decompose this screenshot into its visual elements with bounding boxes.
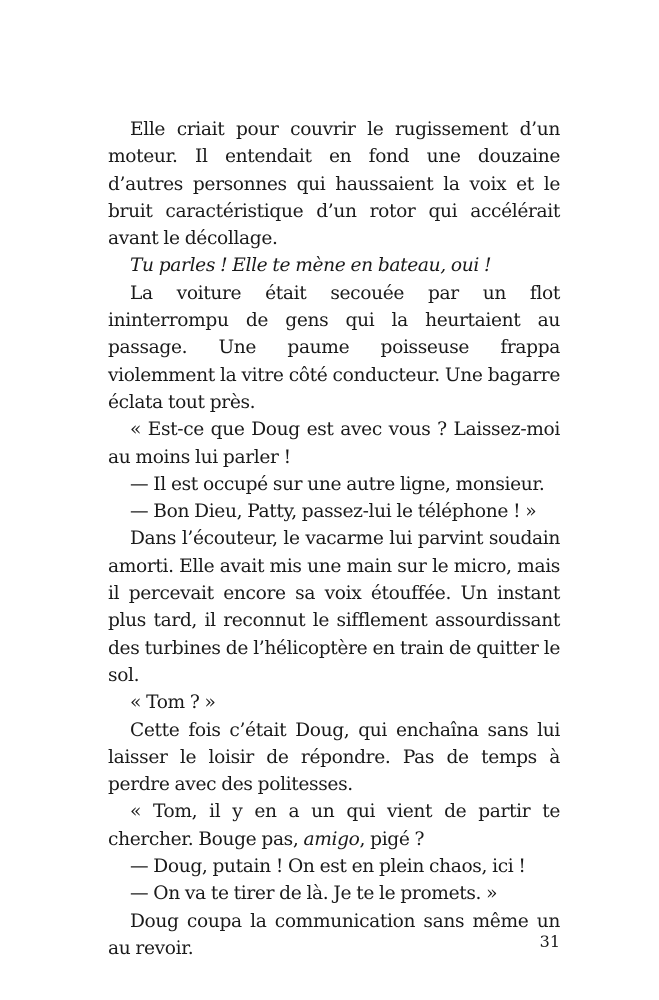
- paragraph-1: [108, 116, 560, 252]
- paragraph-2: [108, 252, 560, 279]
- paragraph-11: [108, 853, 560, 880]
- paragraph-12: [108, 880, 560, 907]
- paragraph-13-text: Doug coupa la communication sans même un au revoir.: [108, 910, 560, 959]
- paragraph-8-text: « Tom ? »: [130, 692, 216, 714]
- page-number: 31: [539, 932, 560, 951]
- paragraph-9: [108, 717, 560, 799]
- paragraph-3-text: La voiture était secouée par un flot ininterrompu de gens qui la heurtaient au passage. Une paume poisseuse frappa violemment la vitre côté conducteur. Une bagarre éclata tout près.: [108, 282, 560, 413]
- paragraph-8: [108, 689, 560, 716]
- paragraph-4: [108, 416, 560, 471]
- paragraph-10-text-end: , pigé ?: [359, 828, 425, 850]
- paragraph-10-italic-word: amigo: [303, 828, 360, 850]
- paragraph-6: [108, 498, 560, 525]
- paragraph-6-text: — Bon Dieu, Patty, passez-lui le téléphone ! »: [130, 501, 537, 523]
- paragraph-9-text: Cette fois c’était Doug, qui enchaîna sans lui laisser le loisir de répondre. Pas de temps à perdre avec des politesses.: [108, 719, 560, 796]
- paragraph-7: [108, 525, 560, 689]
- paragraph-11-text: — Doug, putain ! On est en plein chaos, ici !: [130, 856, 526, 878]
- paragraph-7-text: Dans l’écouteur, le vacarme lui parvint soudain amorti. Elle avait mis une main sur le micro, mais il percevait encore sa voix étouffée. Un instant plus tard, il reconnut le sifflement assourdissant des turbines de l’hélicoptère en train de quitter le sol.: [108, 528, 560, 686]
- body-text: [108, 116, 560, 962]
- paragraph-4-text: « Est-ce que Doug est avec vous ? Laissez-moi au moins lui parler !: [108, 419, 560, 468]
- paragraph-5: [108, 471, 560, 498]
- paragraph-12-text: — On va te tirer de là. Je te le promets. »: [130, 883, 498, 905]
- paragraph-10: [108, 798, 560, 853]
- paragraph-3: [108, 280, 560, 416]
- paragraph-1-text: Elle criait pour couvrir le rugissement d’un moteur. Il entendait en fond une douzaine d’autres personnes qui haussaient la voix et le bruit caractéristique d’un rotor qui accélérait avant le décollage.: [108, 119, 560, 250]
- paragraph-13: [108, 908, 560, 963]
- paragraph-2-italic-text: Tu parles ! Elle te mène en bateau, oui !: [130, 255, 492, 277]
- paragraph-5-text: — Il est occupé sur une autre ligne, monsieur.: [130, 473, 545, 495]
- paragraph-10-text-start: « Tom, il y en a un qui vient de partir te chercher. Bouge pas,: [108, 801, 560, 850]
